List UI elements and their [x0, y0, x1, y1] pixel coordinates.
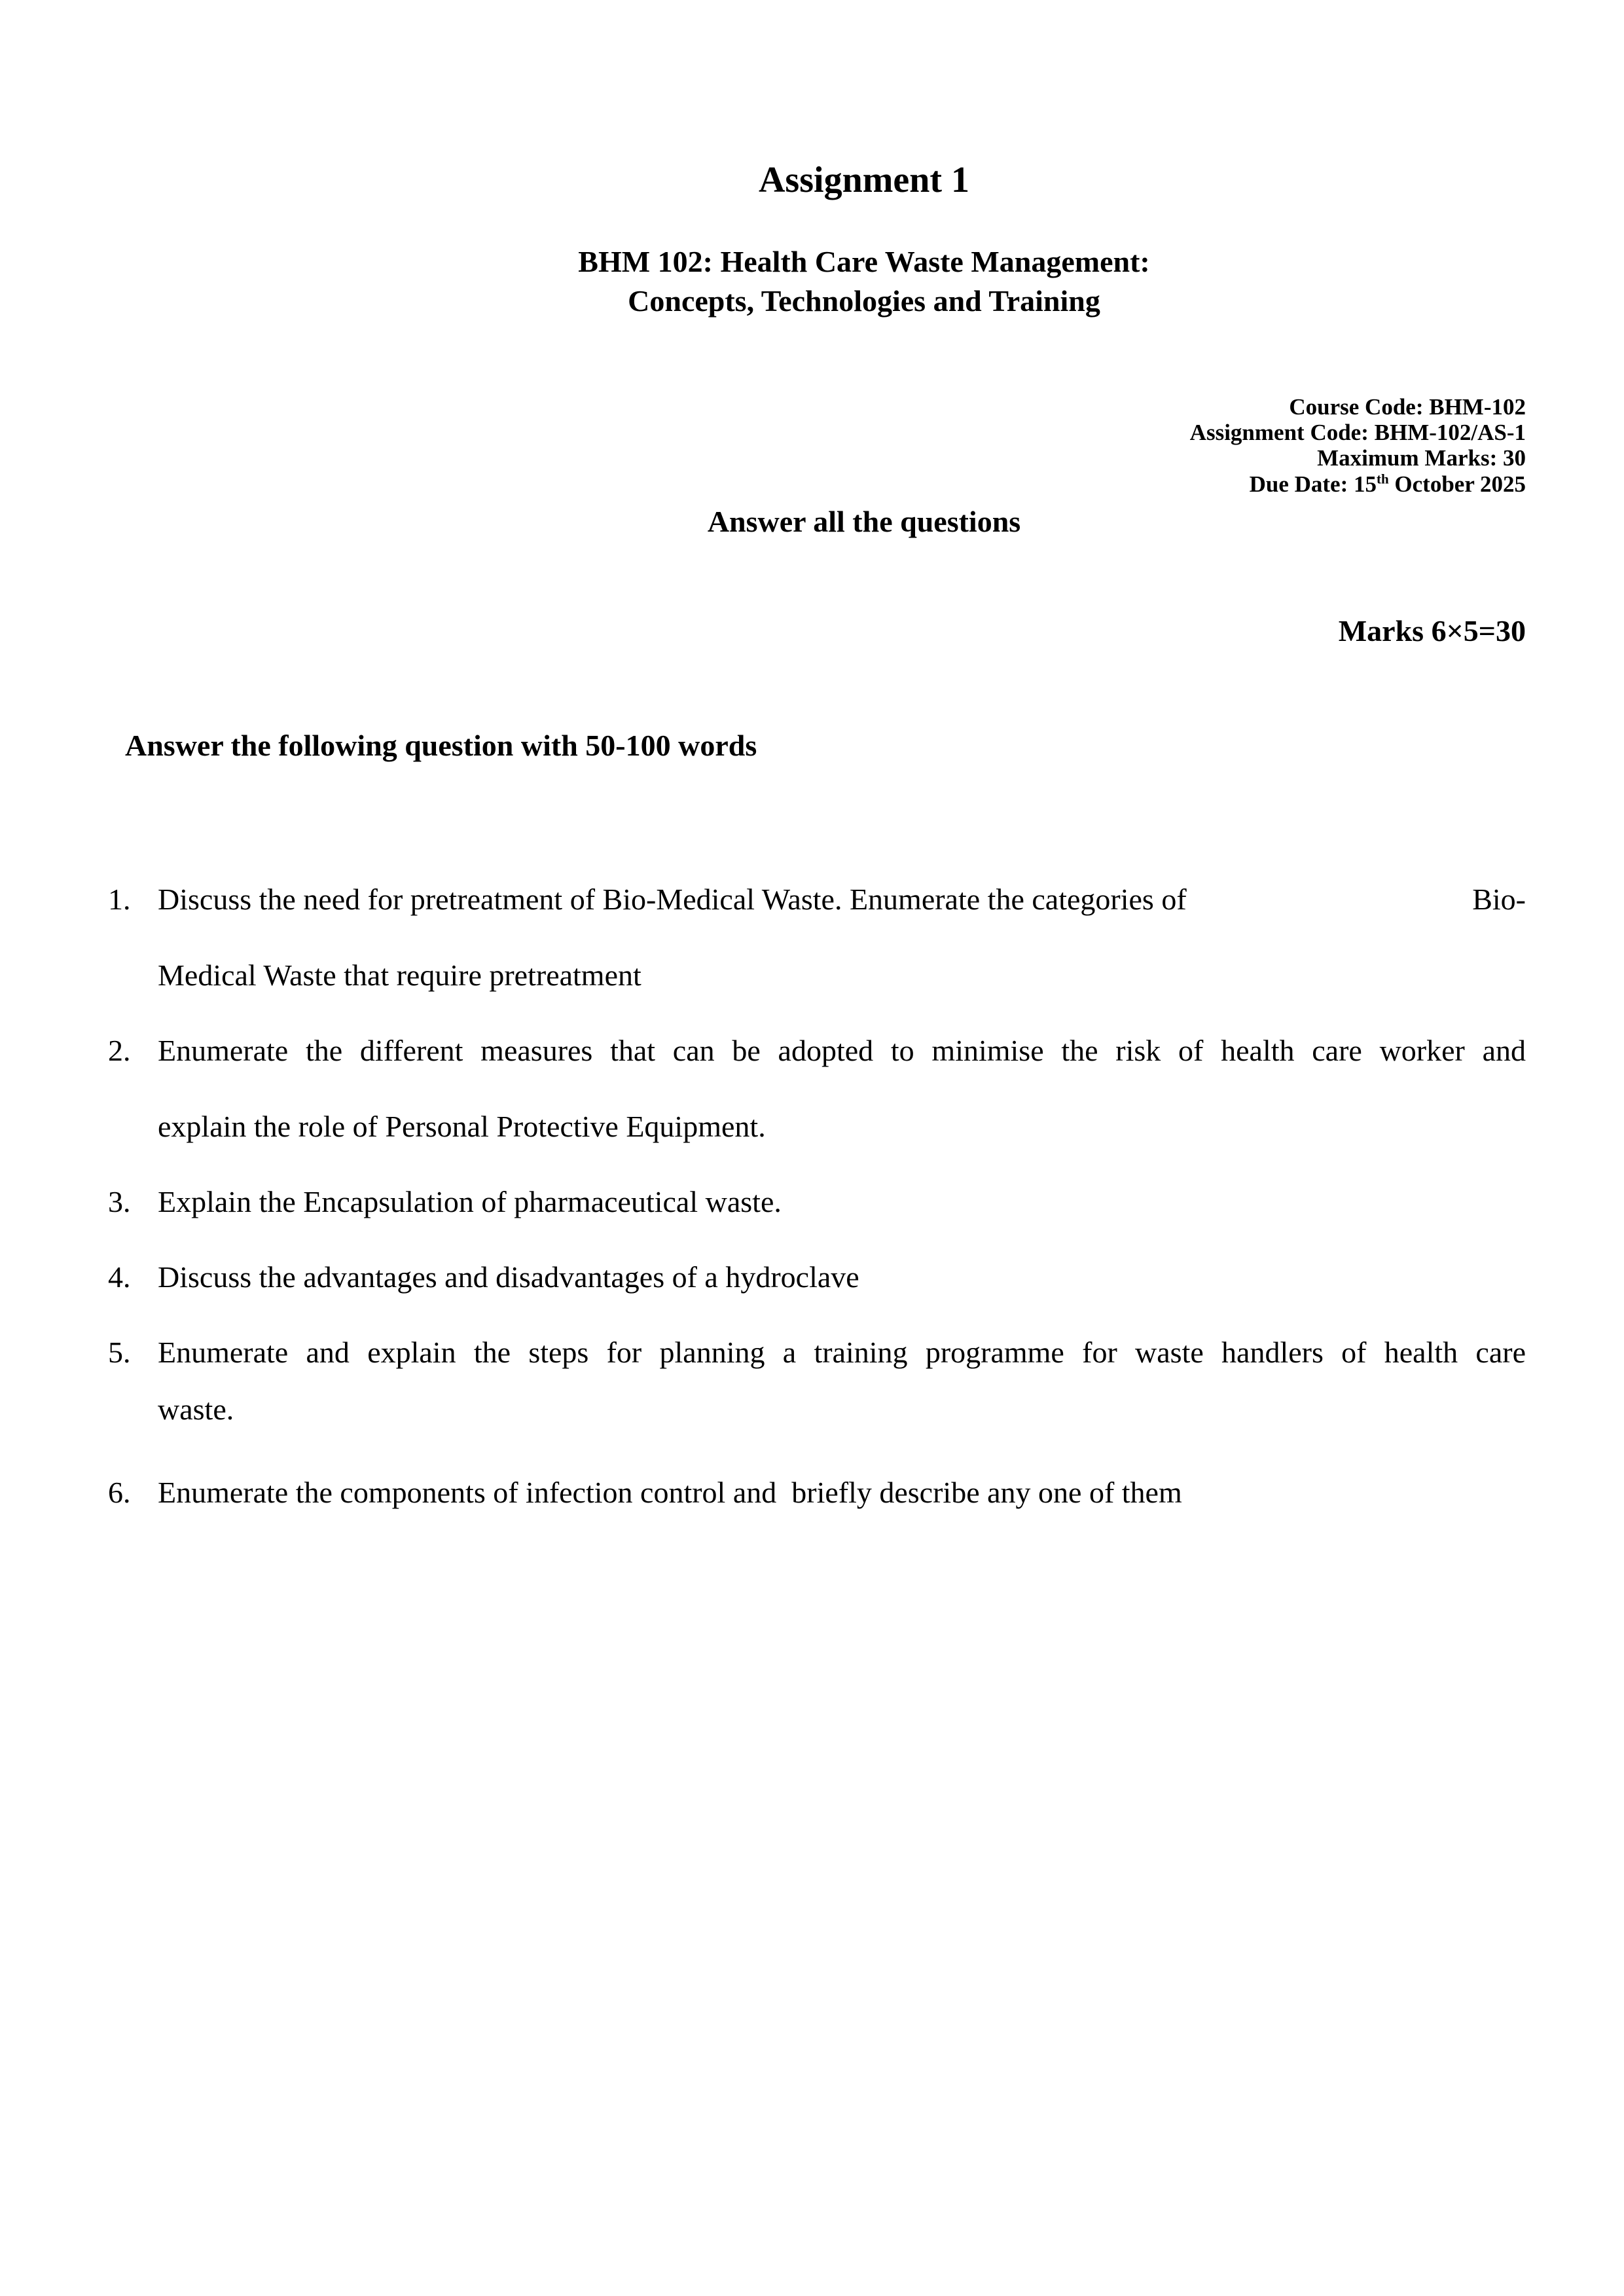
course-title: [0, 242, 1624, 321]
assignment-code: Assignment Code: BHM-102/AS-1: [1189, 420, 1526, 446]
question-text-line: waste.: [158, 1393, 234, 1426]
assignment-title: Assignment 1: [758, 160, 970, 200]
question-number: 6.: [108, 1476, 131, 1509]
question-number: 4.: [108, 1260, 131, 1294]
question-1-line-1-end: Bio-: [1472, 883, 1526, 916]
question-1-line-1: Discuss the need for pretreatment of Bio-Medical Waste. Enumerate the categories of: [158, 883, 1187, 916]
question-text-line: Enumerate the components of infection control and briefly describe any one of them: [158, 1476, 1182, 1509]
word-limit-instruction: Answer the following question with 50-100 words: [125, 729, 757, 762]
assignment-meta: [1190, 394, 1526, 497]
question-text-line: Explain the Encapsulation of pharmaceutical waste.: [158, 1185, 782, 1218]
course-title-line-1: BHM 102: Health Care Waste Management:: [578, 245, 1150, 278]
question-text-line: Medical Waste that require pretreatment: [158, 958, 641, 992]
question-number: 2.: [108, 1034, 131, 1067]
question-text-line: Enumerate and explain the steps for planning a training programme for waste handlers of health care: [158, 1336, 1526, 1369]
question-number: 3.: [108, 1185, 131, 1218]
marks-breakdown: Marks 6×5=30: [1338, 614, 1526, 647]
question-number: 1.: [108, 883, 131, 916]
question-number: 5.: [108, 1336, 131, 1369]
maximum-marks: Maximum Marks: 30: [1317, 445, 1526, 471]
question-text-line: [158, 882, 1526, 917]
question-text-line: Enumerate the different measures that can be adopted to minimise the risk of health care worker and: [158, 1034, 1526, 1067]
question-text-line: explain the role of Personal Protective Equipment.: [158, 1110, 766, 1143]
course-title-line-2: Concepts, Technologies and Training: [628, 283, 1100, 318]
due-date-superscript: th: [1376, 470, 1389, 486]
due-date-prefix: Due Date: 15: [1249, 471, 1377, 497]
due-date: [1190, 471, 1526, 497]
answer-all-heading: Answer all the questions: [707, 505, 1021, 538]
question-text-line: Discuss the advantages and disadvantages of a hydroclave: [158, 1260, 859, 1294]
due-date-suffix: October 2025: [1388, 471, 1526, 497]
course-code: Course Code: BHM-102: [1289, 394, 1526, 420]
